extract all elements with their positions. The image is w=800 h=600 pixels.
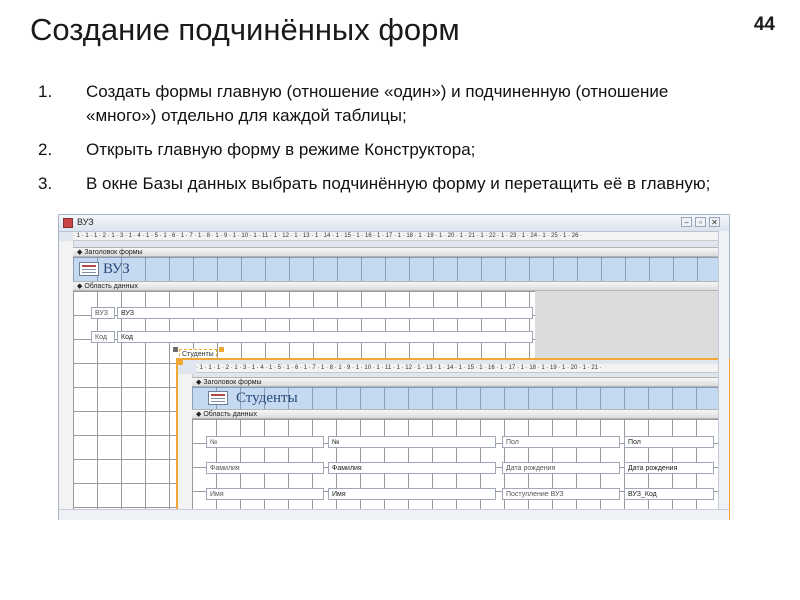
num-label[interactable]: № xyxy=(206,436,324,448)
resize-handle[interactable] xyxy=(219,347,224,352)
empty-area xyxy=(535,291,723,361)
resize-handle[interactable] xyxy=(178,360,183,365)
move-handle[interactable] xyxy=(173,347,178,352)
firstname-label[interactable]: Имя xyxy=(206,488,324,500)
form-header-band xyxy=(73,257,723,282)
step-text: Открыть главную форму в режиме Конструктора; xyxy=(86,140,476,159)
subform-header-caption[interactable]: Студенты xyxy=(236,390,298,406)
form-icon xyxy=(79,262,99,276)
form-header-caption[interactable]: ВУЗ xyxy=(103,261,130,277)
window-titlebar[interactable] xyxy=(59,215,729,232)
horizontal-scrollbar[interactable] xyxy=(59,509,729,520)
close-button[interactable]: ✕ xyxy=(709,217,720,227)
page-number: 44 xyxy=(753,14,775,35)
num-field[interactable]: № xyxy=(328,436,496,448)
subform-header-section-bar[interactable]: ◆ Заголовок формы xyxy=(192,377,718,387)
restore-button[interactable]: ▫ xyxy=(695,217,706,227)
birthdate-field[interactable]: Дата рождения xyxy=(624,462,714,474)
window-title: ВУЗ xyxy=(77,217,94,227)
subform-label[interactable]: Студенты xyxy=(179,349,217,361)
lastname-label[interactable]: Фамилия xyxy=(206,462,324,474)
step-number: 1. xyxy=(38,82,53,101)
horizontal-ruler: · 1 · 1 · 1 · 2 · 1 · 3 · 1 · 4 · 1 · 5 · 1 · 6 · 1 · 7 · 1 · 8 · 1 · 9 · 1 · 10 · 1 · 11 · 1 · 12 · 1 · 13 · 1 · 14 · 1 · 15 · 1 · 16 · 1 · 17 · 1 · 18 · 1 · 19 · 1 · 20 · 1 · 21 · 1 · 22 · 1 · 23 · 1 · 24 · 1 · 25 · 1 · 26 · xyxy=(73,232,723,241)
step-text: В окне Базы данных выбрать подчинённую форму и перетащить её в главную; xyxy=(86,174,711,193)
admission-label[interactable]: Поступление ВУЗ xyxy=(502,488,620,500)
gender-label[interactable]: Пол xyxy=(502,436,620,448)
subform-horizontal-ruler: · 1 · 1 · 1 · 2 · 1 · 3 · 1 · 4 · 1 · 5 · 1 · 6 · 1 · 7 · 1 · 8 · 1 · 9 · 1 · 10 · 1 · 11 · 1 · 12 · 1 · 13 · 1 · 14 · 1 · 15 · 1 · 16 · 1 · 17 · 1 · 18 · 1 · 19 · 1 · 20 · 1 · 21 · xyxy=(196,364,728,373)
lastname-field[interactable]: Фамилия xyxy=(328,462,496,474)
subform-header-band xyxy=(192,387,718,410)
step-1 xyxy=(38,80,738,128)
step-text: Создать формы главную (отношение «один») и подчиненную (отношение «много») отдельно для каждой таблицы; xyxy=(86,82,669,125)
kod-field[interactable]: Код xyxy=(117,331,533,343)
steps-list xyxy=(38,80,738,206)
minimize-button[interactable]: – xyxy=(681,217,692,227)
step-number: 3. xyxy=(38,174,53,193)
vuz-label[interactable]: ВУЗ xyxy=(91,307,115,319)
step-number: 2. xyxy=(38,140,53,159)
form-header-section-bar[interactable]: ◆ Заголовок формы xyxy=(73,247,723,257)
form-icon xyxy=(208,391,228,405)
vuz-code-field[interactable]: ВУЗ_Код xyxy=(624,488,714,500)
slide-title: Создание подчинённых форм xyxy=(30,12,460,47)
detail-section-bar[interactable]: ◆ Область данных xyxy=(73,281,723,291)
form-icon xyxy=(63,218,73,228)
step-3 xyxy=(38,172,738,196)
subform-detail-section-bar[interactable]: ◆ Область данных xyxy=(192,409,718,419)
subform-vertical-ruler xyxy=(178,374,193,518)
step-2 xyxy=(38,138,738,162)
vuz-field[interactable]: ВУЗ xyxy=(117,307,533,319)
subform-control[interactable] xyxy=(176,358,730,520)
vertical-scrollbar[interactable] xyxy=(718,231,729,509)
gender-field[interactable]: Пол xyxy=(624,436,714,448)
birthdate-label[interactable]: Дата рождения xyxy=(502,462,620,474)
vertical-ruler xyxy=(59,241,74,511)
kod-label[interactable]: Код xyxy=(91,331,115,343)
firstname-field[interactable]: Имя xyxy=(328,488,496,500)
